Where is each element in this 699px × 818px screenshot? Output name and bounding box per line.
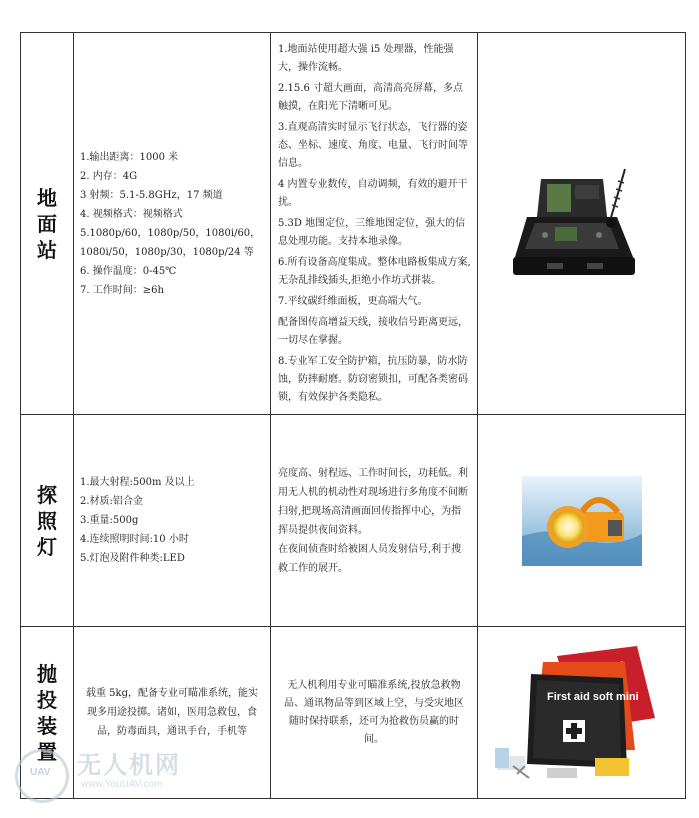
desc-cell [271, 627, 478, 799]
desc-line: 1.地面站使用超大强 i5 处理器，性能强大，操作流畅。 [278, 43, 454, 73]
spec-line: 3 射频：5.1-5.8GHz，17 频道 [80, 189, 223, 201]
image-cell [478, 415, 686, 627]
table-row [21, 415, 686, 627]
desc-line: 3.直观高清实时显示飞行状态，飞行器的姿态、坐标、速度、角度、电量、飞行时间等信息。 [278, 121, 468, 169]
spec-line: 3.重量:500g [80, 515, 139, 526]
watermark [15, 745, 225, 811]
desc-line: 在夜间侦查时给被困人员发射信号,利于搜救工作的展开。 [278, 543, 462, 574]
kit-label: First aid soft mini [546, 690, 639, 703]
spec-line: 4.连续照明时间:10 小时 [80, 534, 189, 545]
watermark-url: www.YouUAV.com [81, 779, 163, 790]
row-name: 抛投装置 [37, 661, 57, 764]
table-row [21, 33, 686, 415]
spec-line: 6. 操作温度：0-45℃ [80, 265, 177, 277]
row-name-cell [21, 415, 74, 627]
spec-line: 1080i/50，1080p/30，1080p/24 等 [80, 246, 254, 258]
desc-line: 亮度高、射程远、工作时间长，功耗低。利用无人机的机动性对现场进行多角度不间断扫射,把现场高清画面回传指挥中心，为指挥员提供夜间资料。 [278, 467, 468, 536]
spec-line: 2. 内存：4G [80, 170, 138, 182]
searchlight-image [522, 476, 642, 566]
spec-line: 7. 工作时间：≥6h [80, 284, 164, 296]
desc-line: 8.专业军工安全防护箱，抗压防暴，防水防蚀，防摔耐磨。防窃密锁扣，可配各类密码锁，有效保护各类隐私。 [278, 355, 468, 403]
spec-line: 1.输出距离：1000 米 [80, 151, 179, 163]
desc-line: 4 内置专业数传，自动调频，有效的避开干扰。 [278, 178, 468, 208]
spec-cell [74, 415, 271, 627]
watermark-title: 无人机网 [77, 751, 181, 779]
desc-line: 2.15.6 寸超大画面，高清高亮屏幕，多点触摸，在阳光下清晰可见。 [278, 82, 463, 112]
desc-line: 无人机利用专业可瞄准系统,投放急救物品、通讯物品等到区域上空，与受灾地区随时保持联系，还可为抢救伤员赢的时间。 [284, 679, 464, 745]
first-aid-kit-image [487, 638, 677, 788]
spec-cell [74, 33, 271, 415]
spec-line: 1.最大射程:500m 及以上 [80, 477, 195, 488]
desc-cell [271, 33, 478, 415]
spec-line: 5.1080p/60，1080p/50，1080i/60， [80, 227, 261, 239]
spec-table [20, 32, 686, 799]
desc-line: 6.所有设备高度集成。整体电路板集成方案,无杂乱排线插头,拒绝小作坊式拼装。 [278, 256, 471, 286]
row-name: 探照灯 [37, 482, 57, 559]
row-name-cell [21, 33, 74, 415]
desc-cell [271, 415, 478, 627]
spec-line: 载重 5kg，配备专业可瞄准系统，能实现多用途投掷。诸如，医用急救包，食品，防毒面具，通讯手台，手机等 [85, 688, 258, 737]
row-name: 地面站 [37, 185, 57, 262]
image-cell [478, 627, 686, 799]
desc-line: 5.3D 地图定位，三维地图定位，强大的信息处理功能。支持本地录像。 [278, 217, 466, 247]
watermark-badge: UAV [30, 767, 51, 778]
ground-station-image [507, 159, 657, 289]
spec-line: 4. 视频格式：视频格式 [80, 208, 183, 220]
spec-line: 2.材质:铝合金 [80, 496, 143, 507]
image-cell [478, 33, 686, 415]
spec-line: 5.灯泡及附件种类:LED [80, 553, 185, 564]
desc-line: 配备图传高增益天线，接收信号距离更远，一切尽在掌握。 [278, 316, 468, 346]
desc-line: 7.平纹碳纤维面板，更高端大气。 [278, 295, 428, 307]
